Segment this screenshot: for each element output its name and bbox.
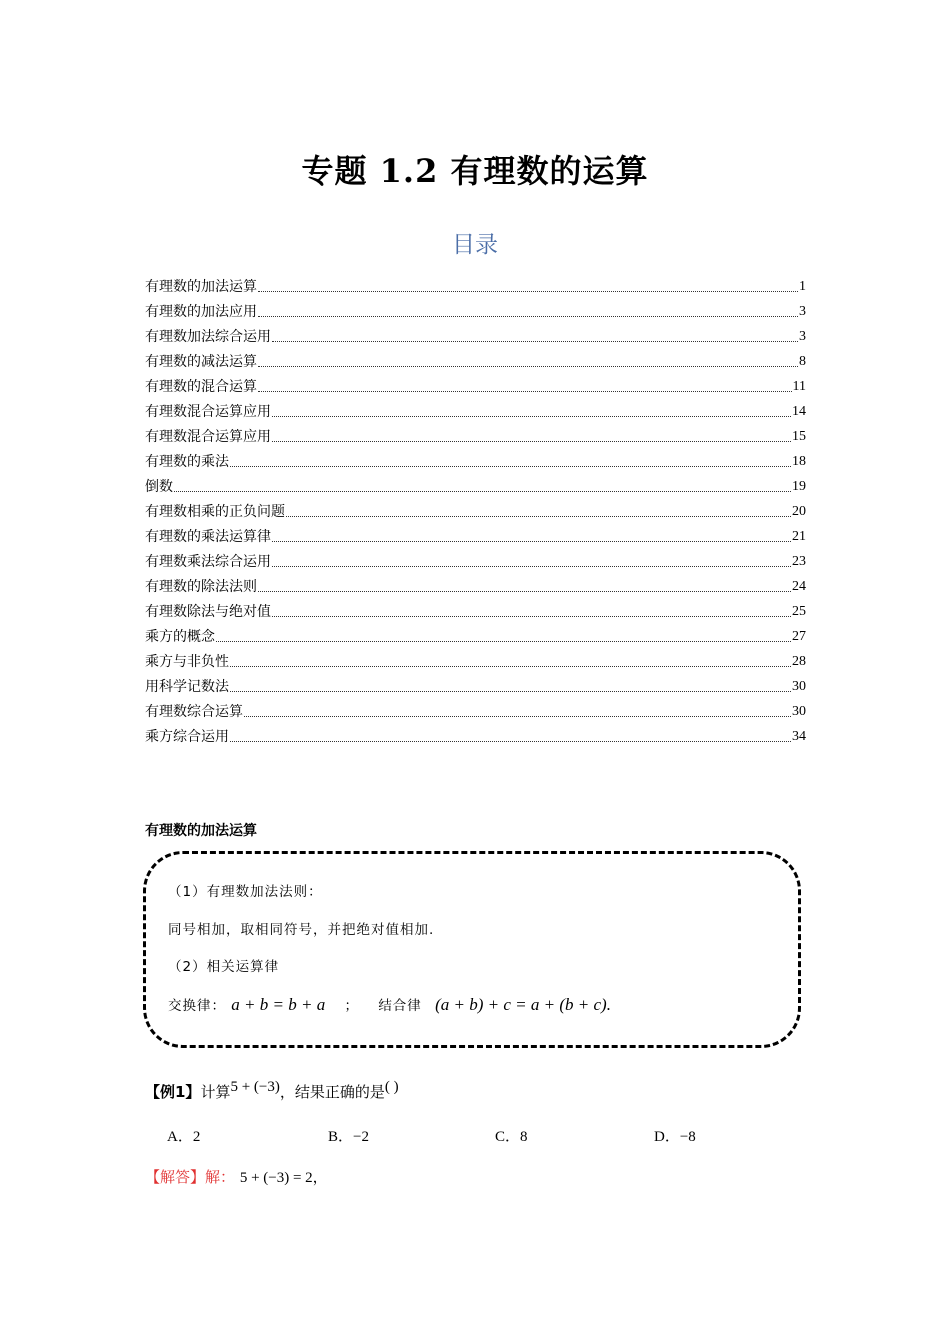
answer-expression: 5 + (−3) = 2， [239, 1170, 328, 1186]
answer-tag: 【解答】 [145, 1168, 206, 1186]
option-b-value: −2 [353, 1129, 369, 1145]
option-b [328, 1125, 369, 1146]
associative-formula: (a + b) + c = a + (b + c). [435, 995, 611, 1014]
toc-entry-label: 有理数的加法应用 [145, 304, 257, 320]
toc-entry[interactable] [145, 295, 806, 320]
toc-leader-dots [258, 390, 792, 392]
toc-entry-label: 用科学记数法 [145, 679, 229, 695]
toc-entry-page: 20 [792, 504, 806, 519]
example-question-text: ，结果正确的是 [279, 1083, 385, 1101]
option-d-label: D． [654, 1129, 680, 1145]
toc-entry-page: 30 [792, 704, 806, 719]
rule-line-4 [168, 994, 611, 1015]
toc-entry-page: 30 [792, 679, 806, 694]
toc-entry-page: 27 [792, 629, 806, 644]
toc-entry-label: 有理数的乘法 [145, 454, 229, 470]
toc-entry[interactable] [145, 720, 806, 745]
toc-heading: 目录 [452, 232, 498, 258]
toc-leader-dots [272, 540, 791, 542]
option-a-label: A． [167, 1129, 193, 1145]
toc-entry-page: 23 [792, 554, 806, 569]
option-a [167, 1125, 200, 1146]
toc-leader-dots [174, 490, 791, 492]
toc-entry-page: 15 [792, 429, 806, 444]
toc-entry-label: 有理数加法综合运用 [145, 329, 271, 345]
toc-entry-label: 有理数的减法运算 [145, 354, 257, 370]
option-a-value: 2 [192, 1129, 201, 1145]
option-c-value: 8 [520, 1129, 528, 1145]
toc-leader-dots [230, 740, 791, 742]
toc-entry[interactable] [145, 470, 806, 495]
option-d [654, 1125, 696, 1146]
toc-entry-page: 19 [792, 479, 806, 494]
toc-entry[interactable] [145, 670, 806, 695]
toc-leader-dots [272, 340, 798, 342]
toc-leader-dots [244, 715, 791, 717]
toc-leader-dots [258, 290, 798, 292]
answer-blank: ( ) [384, 1079, 399, 1095]
toc-entry-page: 24 [792, 579, 806, 594]
toc-entry[interactable] [145, 695, 806, 720]
toc-entry-label: 有理数的除法法则 [145, 579, 257, 595]
toc-leader-dots [230, 665, 791, 667]
toc-entry-label: 有理数混合运算应用 [145, 404, 271, 420]
toc-leader-dots [216, 640, 791, 642]
toc-entry[interactable] [145, 370, 806, 395]
toc-entry-label: 有理数相乘的正负问题 [145, 504, 285, 520]
toc-entry-page: 1 [799, 279, 806, 294]
toc-entry-label: 有理数混合运算应用 [145, 429, 271, 445]
commutative-label: 交换律： [168, 998, 226, 1014]
option-d-value: −8 [679, 1129, 696, 1145]
example-expression: 5 + (−3) [230, 1079, 280, 1095]
toc-entry[interactable] [145, 595, 806, 620]
toc-leader-dots [258, 315, 798, 317]
toc-entry-label: 有理数的加法运算 [145, 279, 257, 295]
toc-entry-page: 18 [792, 454, 806, 469]
rule-line-1: （1）有理数加法法则： [168, 884, 323, 900]
option-b-label: B． [328, 1129, 354, 1145]
commutative-formula: a + b = b + a [231, 995, 326, 1014]
toc-entry-label: 乘方的概念 [145, 629, 215, 645]
toc-entry-label: 倒数 [145, 479, 173, 495]
table-of-contents [145, 270, 806, 745]
example-lead: 计算 [200, 1083, 231, 1101]
example-tag: 【例1】 [145, 1083, 201, 1101]
toc-leader-dots [272, 415, 791, 417]
answer-line [145, 1166, 328, 1187]
toc-leader-dots [258, 365, 798, 367]
toc-entry[interactable] [145, 445, 806, 470]
toc-entry-label: 有理数的混合运算 [145, 379, 257, 395]
toc-entry-page: 3 [799, 304, 806, 319]
toc-leader-dots [258, 590, 791, 592]
toc-entry-page: 8 [799, 354, 806, 369]
toc-entry-label: 乘方与非负性 [145, 654, 229, 670]
toc-entry-page: 34 [792, 729, 806, 744]
option-c [495, 1125, 528, 1146]
toc-entry[interactable] [145, 545, 806, 570]
toc-entry[interactable] [145, 395, 806, 420]
toc-entry[interactable] [145, 495, 806, 520]
toc-leader-dots [272, 440, 791, 442]
toc-entry-label: 有理数综合运算 [145, 704, 243, 720]
toc-entry-page: 14 [792, 404, 806, 419]
toc-entry-page: 28 [792, 654, 806, 669]
separator: ； [344, 998, 360, 1014]
toc-entry[interactable] [145, 620, 806, 645]
toc-entry-label: 有理数除法与绝对值 [145, 604, 271, 620]
section-heading: 有理数的加法运算 [145, 823, 257, 839]
toc-entry-page: 25 [792, 604, 806, 619]
toc-entry[interactable] [145, 320, 806, 345]
rule-box [143, 851, 801, 1048]
toc-entry[interactable] [145, 520, 806, 545]
example-question [145, 1081, 399, 1102]
toc-entry[interactable] [145, 270, 806, 295]
toc-entry[interactable] [145, 570, 806, 595]
rule-line-2: 同号相加，取相同符号，并把绝对值相加. [168, 922, 435, 938]
toc-entry-page: 11 [792, 379, 806, 394]
toc-entry[interactable] [145, 345, 806, 370]
toc-entry-label: 有理数乘法综合运用 [145, 554, 271, 570]
toc-leader-dots [230, 465, 791, 467]
toc-entry-page: 3 [799, 329, 806, 344]
toc-entry[interactable] [145, 645, 806, 670]
option-c-label: C． [495, 1129, 521, 1145]
toc-leader-dots [272, 615, 791, 617]
associative-label: 结合律 [378, 998, 422, 1014]
answer-lead: 解： [205, 1168, 236, 1186]
rule-line-3: （2）相关运算律 [168, 959, 280, 975]
toc-leader-dots [230, 690, 791, 692]
toc-entry-label: 乘方综合运用 [145, 729, 229, 745]
toc-entry[interactable] [145, 420, 806, 445]
toc-entry-label: 有理数的乘法运算律 [145, 529, 271, 545]
toc-entry-page: 21 [792, 529, 806, 544]
toc-leader-dots [286, 515, 791, 517]
document-title: 专题 1.2 有理数的运算 [301, 152, 649, 190]
toc-leader-dots [272, 565, 791, 567]
